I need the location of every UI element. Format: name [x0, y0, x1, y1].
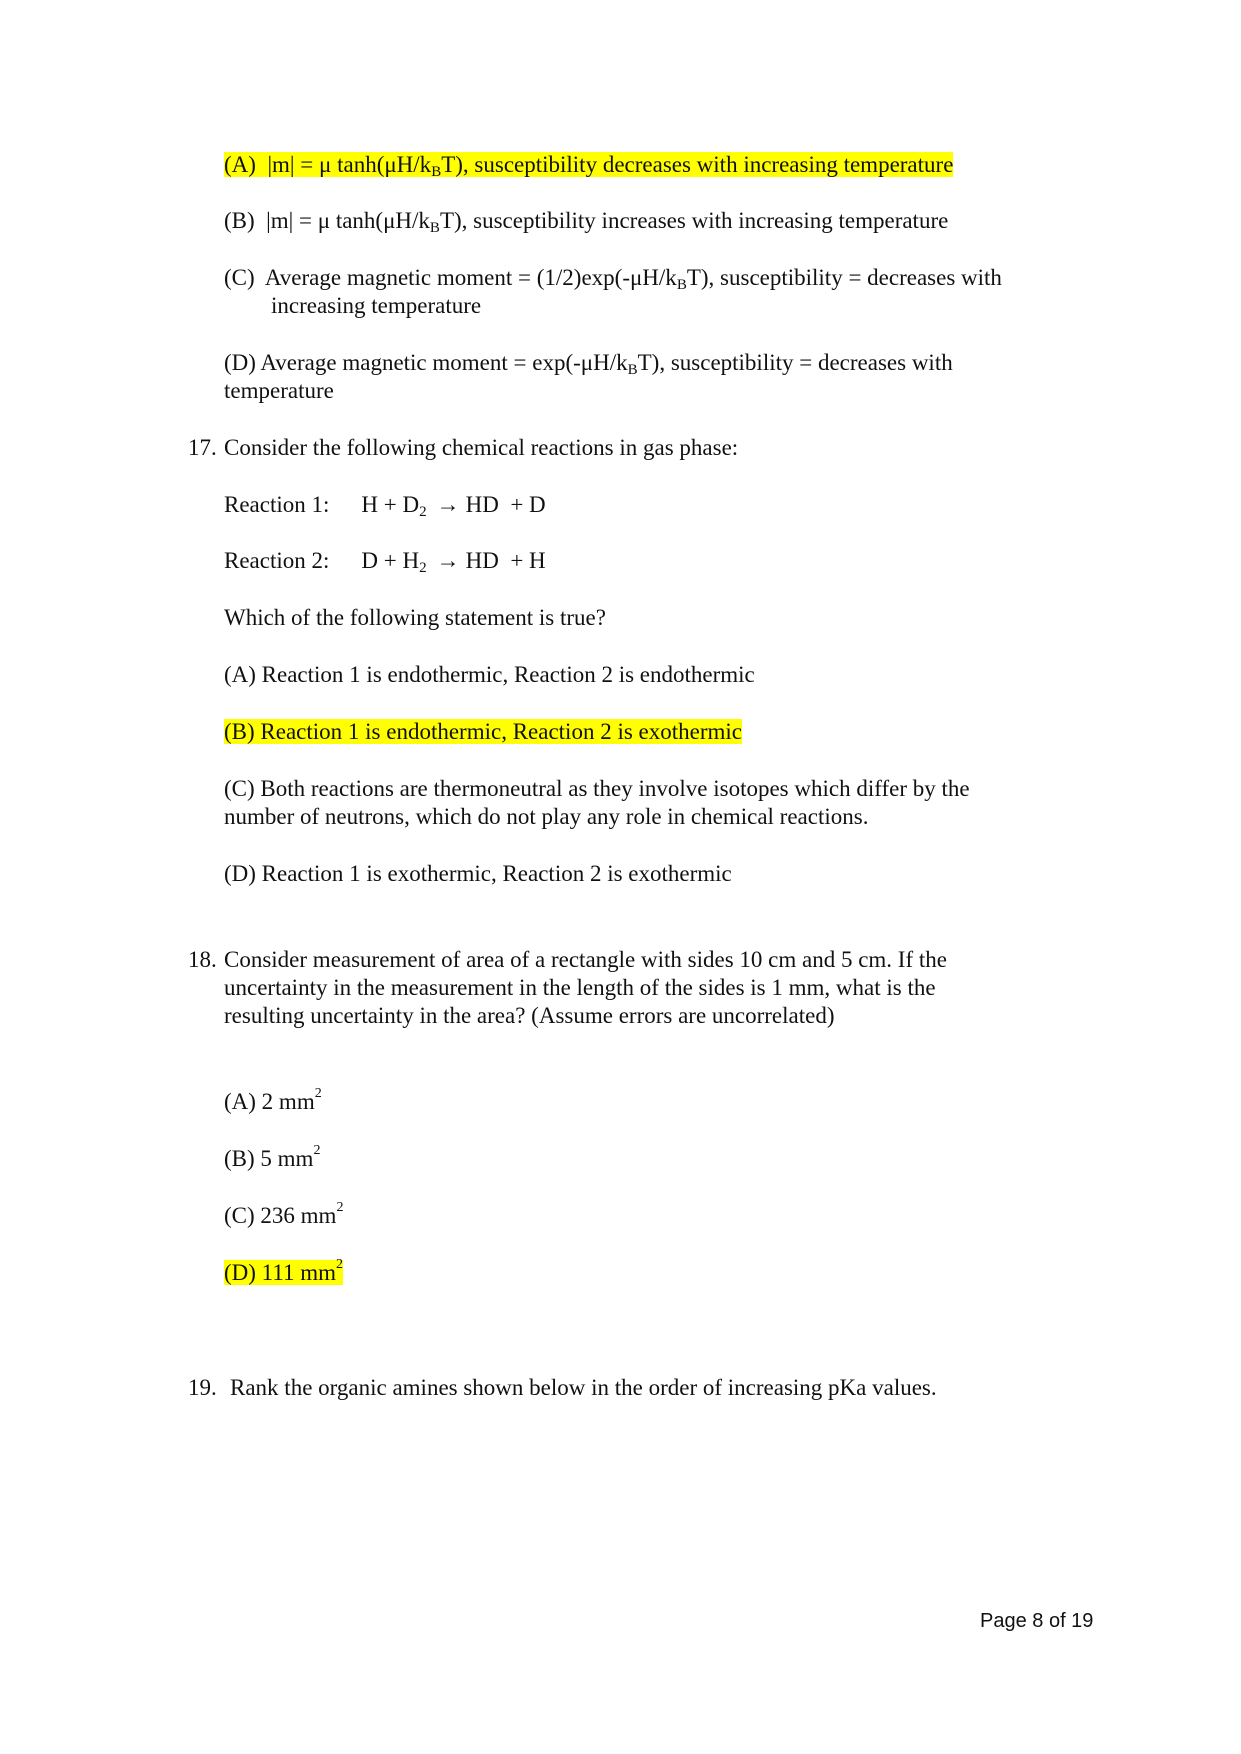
q16-option-c	[224, 264, 1002, 292]
q19-stem: Rank the organic amines shown below in the order of increasing pKa values.	[230, 1375, 937, 1400]
option-text: (D) 111 mm	[224, 1260, 337, 1285]
subscript: B	[627, 362, 638, 378]
page-number: Page 8 of 19	[980, 1610, 1094, 1632]
products: HD + H	[465, 548, 546, 573]
option-label: (C)	[224, 265, 255, 290]
products: HD + D	[465, 492, 546, 517]
reaction-label: Reaction 1:	[224, 492, 330, 517]
option-text: |m| = μ tanh(μH/k	[266, 208, 430, 233]
superscript: 2	[336, 1257, 344, 1272]
option-text: (A) 2 mm	[224, 1089, 315, 1114]
superscript: 2	[336, 1200, 344, 1215]
superscript: 2	[313, 1143, 321, 1158]
q17-option-b	[224, 718, 742, 746]
option-text: |m| = μ tanh(μH/k	[267, 152, 432, 177]
q18-stem-line-1: Consider measurement of area of a rectangle with sides 10 cm and 5 cm. If the	[224, 947, 947, 972]
question-number: 17.	[188, 435, 217, 460]
reaction-arrow: →	[436, 492, 460, 517]
q18-option-d	[224, 1259, 343, 1287]
option-text: Average magnetic moment = (1/2)exp(-μH/k	[264, 265, 677, 290]
superscript: 2	[314, 1086, 322, 1101]
option-label: (B)	[224, 208, 255, 233]
q17-option-c-continued: number of neutrons, which do not play any role in chemical reactions.	[224, 804, 869, 829]
question-number: 19.	[188, 1375, 217, 1400]
reactants: D + H	[361, 548, 420, 573]
q16-option-d	[224, 349, 953, 377]
option-text: T), susceptibility = decreases with	[686, 265, 1002, 290]
highlight-answer: (B) Reaction 1 is endothermic, Reaction 2 is exothermic	[224, 719, 742, 744]
q16-option-d-continued: temperature	[224, 378, 334, 403]
q17-reaction-1	[224, 491, 546, 519]
q17-option-a: (A) Reaction 1 is endothermic, Reaction 2 is endothermic	[224, 662, 755, 687]
q18-stem-line-3: resulting uncertainty in the area? (Assume errors are uncorrelated)	[224, 1003, 835, 1028]
option-text: T), susceptibility increases with increasing temperature	[439, 208, 949, 233]
q16-option-b	[224, 207, 948, 235]
subscript: B	[429, 220, 440, 236]
q16-option-a	[224, 151, 953, 179]
question-number: 18.	[188, 947, 217, 972]
subscript: B	[431, 164, 442, 180]
q17-option-c: (C) Both reactions are thermoneutral as they involve isotopes which differ by the	[224, 776, 970, 801]
q17-reaction-2	[224, 547, 546, 575]
q17-option-d: (D) Reaction 1 is exothermic, Reaction 2 is exothermic	[224, 861, 732, 886]
highlight-answer	[224, 152, 954, 180]
q18-option-c	[224, 1202, 343, 1230]
q17-stem: Consider the following chemical reactions in gas phase:	[224, 435, 739, 460]
q16-option-c-continued: increasing temperature	[271, 293, 482, 318]
subscript: 2	[419, 504, 427, 520]
reactants: H + D	[361, 492, 420, 517]
option-text: T), susceptibility = decreases with	[637, 350, 953, 375]
subscript: B	[676, 277, 687, 293]
option-text: T), susceptibility decreases with increasing temperature	[441, 152, 954, 177]
q18-option-a	[224, 1088, 322, 1116]
subscript: 2	[419, 560, 427, 576]
q18-stem-line-2: uncertainty in the measurement in the length of the sides is 1 mm, what is the	[224, 975, 936, 1000]
reaction-label: Reaction 2:	[224, 548, 330, 573]
option-text: (C) 236 mm	[224, 1203, 337, 1228]
q18-option-b	[224, 1145, 320, 1173]
reaction-arrow: →	[436, 548, 460, 573]
option-text: (B) 5 mm	[224, 1146, 314, 1171]
q17-question: Which of the following statement is true?	[224, 605, 606, 630]
option-label: (A)	[224, 152, 256, 177]
option-text: (D) Average magnetic moment = exp(-μH/k	[224, 350, 628, 375]
highlight-answer	[224, 1257, 344, 1285]
